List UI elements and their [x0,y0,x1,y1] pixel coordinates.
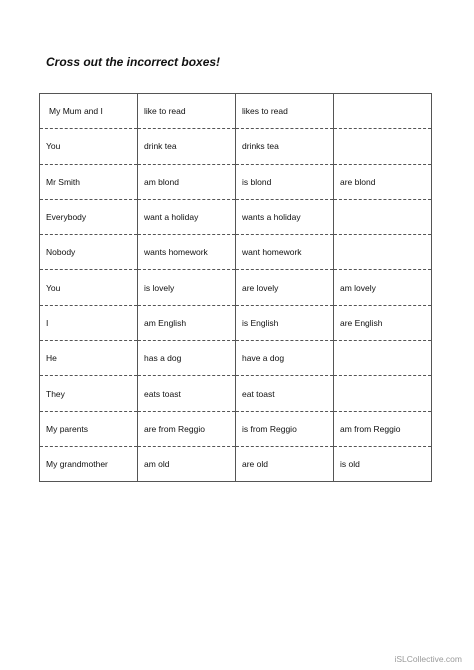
verb-box[interactable]: is lovely [138,270,236,305]
subject-cell: My parents [40,411,138,446]
verb-box[interactable]: am blond [138,164,236,199]
verb-box[interactable]: wants a holiday [236,199,334,234]
verb-box[interactable]: are blond [334,164,432,199]
subject-cell: I [40,305,138,340]
worksheet-title: Cross out the incorrect boxes! [46,55,221,69]
subject-cell: You [40,129,138,164]
sentence-boxes-table [39,93,432,482]
verb-box[interactable]: have a dog [236,341,334,376]
verb-box[interactable]: are from Reggio [138,411,236,446]
table-row [40,129,432,164]
subject-cell: He [40,341,138,376]
subject-cell: Everybody [40,199,138,234]
verb-box[interactable]: likes to read [236,94,334,129]
subject-cell: My grandmother [40,446,138,481]
table-row [40,235,432,270]
table-row [40,164,432,199]
verb-box[interactable]: is from Reggio [236,411,334,446]
table-row [40,446,432,481]
verb-box[interactable]: are old [236,446,334,481]
table-row [40,199,432,234]
verb-box[interactable]: eats toast [138,376,236,411]
verb-box[interactable]: are English [334,305,432,340]
table-row [40,341,432,376]
table-row [40,305,432,340]
verb-box[interactable]: has a dog [138,341,236,376]
verb-box[interactable] [334,235,432,270]
verb-box[interactable]: am from Reggio [334,411,432,446]
table-row [40,270,432,305]
site-watermark: iSLCollective.com [394,654,462,664]
table-row [40,376,432,411]
subject-cell: You [40,270,138,305]
subject-cell: Nobody [40,235,138,270]
verb-box[interactable]: am old [138,446,236,481]
subject-cell: Mr Smith [40,164,138,199]
table-row [40,411,432,446]
subject-cell: My Mum and I [40,94,138,129]
verb-box[interactable]: is English [236,305,334,340]
verb-box[interactable]: am lovely [334,270,432,305]
verb-box[interactable]: eat toast [236,376,334,411]
verb-box[interactable]: drink tea [138,129,236,164]
verb-box[interactable] [334,129,432,164]
verb-box[interactable]: wants homework [138,235,236,270]
verb-box[interactable] [334,376,432,411]
verb-box[interactable]: like to read [138,94,236,129]
verb-box[interactable] [334,94,432,129]
verb-box[interactable]: is old [334,446,432,481]
verb-box[interactable]: am English [138,305,236,340]
subject-cell: They [40,376,138,411]
verb-box[interactable]: want a holiday [138,199,236,234]
verb-box[interactable]: is blond [236,164,334,199]
verb-box[interactable] [334,199,432,234]
verb-box[interactable]: are lovely [236,270,334,305]
verb-box[interactable]: drinks tea [236,129,334,164]
table-row [40,94,432,129]
verb-box[interactable] [334,341,432,376]
verb-box[interactable]: want homework [236,235,334,270]
